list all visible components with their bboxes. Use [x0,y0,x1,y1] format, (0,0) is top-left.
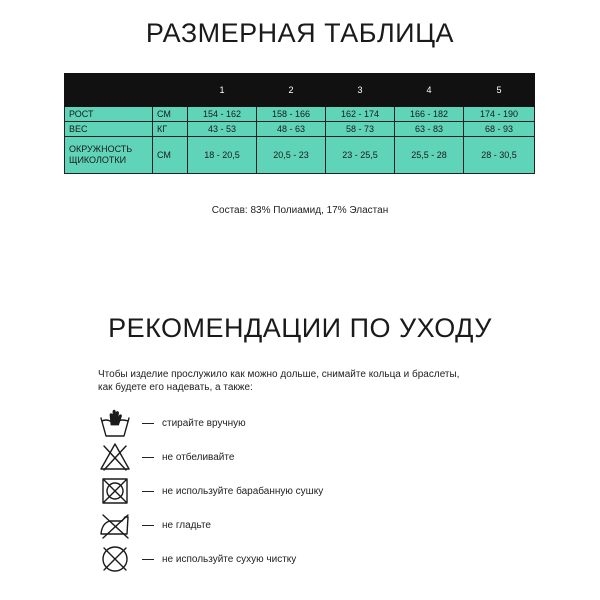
no-iron-icon [98,508,132,542]
care-item-no-tumble-dry [98,474,323,508]
table-cell: 166 - 182 [395,107,464,122]
size-table [64,73,535,174]
header-empty-cell [65,74,153,107]
table-row-weight [65,122,535,137]
row-label-line2: ЩИКОЛОТКИ [69,155,127,165]
table-cell: 28 - 30,5 [464,137,535,174]
header-empty-cell [153,74,188,107]
table-cell: 18 - 20,5 [188,137,257,174]
size-header-4: 4 [395,74,464,107]
table-cell: 25,5 - 28 [395,137,464,174]
composition-text: Состав: 83% Полиамид, 17% Эластан [211,205,389,216]
size-header-2: 2 [257,74,326,107]
care-title: РЕКОМЕНДАЦИИ ПО УХОДУ [108,313,492,343]
dash [142,457,154,458]
table-row-ankle [65,137,535,174]
care-item-text: не используйте барабанную сушку [162,485,324,497]
size-table-title: РАЗМЕРНАЯ ТАБЛИЦА [145,18,455,48]
size-header-3: 3 [326,74,395,107]
table-row-height [65,107,535,122]
table-cell: 48 - 63 [257,122,326,137]
no-bleach-icon [98,440,132,474]
dash [142,491,154,492]
row-unit: КГ [153,122,188,137]
table-cell: 20,5 - 23 [257,137,326,174]
care-item-hand-wash [98,406,246,440]
care-intro-line2: как будете его надевать, а также: [98,382,253,393]
care-item-no-dry-clean [98,542,296,576]
row-label: ВЕС [65,122,153,137]
table-cell: 174 - 190 [464,107,535,122]
care-item-no-bleach [98,440,234,474]
no-tumble-dry-icon [98,474,132,508]
row-label-line1: ОКРУЖНОСТЬ [69,144,133,154]
row-unit: СМ [153,137,188,174]
care-intro [98,368,518,394]
dash [142,423,154,424]
care-item-text: не используйте сухую чистку [162,553,297,565]
table-cell: 162 - 174 [326,107,395,122]
care-item-text: не отбеливайте [162,451,235,463]
row-label: РОСТ [65,107,153,122]
dash [142,525,154,526]
table-cell: 158 - 166 [257,107,326,122]
hand-wash-icon [98,406,132,440]
row-label [65,137,153,174]
dash [142,559,154,560]
care-item-text: не гладьте [162,519,211,531]
table-cell: 154 - 162 [188,107,257,122]
no-dry-clean-icon [98,542,132,576]
row-unit: СМ [153,107,188,122]
care-item-text: стирайте вручную [162,417,246,429]
table-cell: 68 - 93 [464,122,535,137]
size-header-row [65,74,535,107]
table-cell: 58 - 73 [326,122,395,137]
care-intro-line1: Чтобы изделие прослужило как можно дольше, снимайте кольца и браслеты, [98,369,460,380]
table-cell: 63 - 83 [395,122,464,137]
size-header-1: 1 [188,74,257,107]
table-cell: 43 - 53 [188,122,257,137]
care-item-no-iron [98,508,211,542]
table-cell: 23 - 25,5 [326,137,395,174]
size-header-5: 5 [464,74,535,107]
